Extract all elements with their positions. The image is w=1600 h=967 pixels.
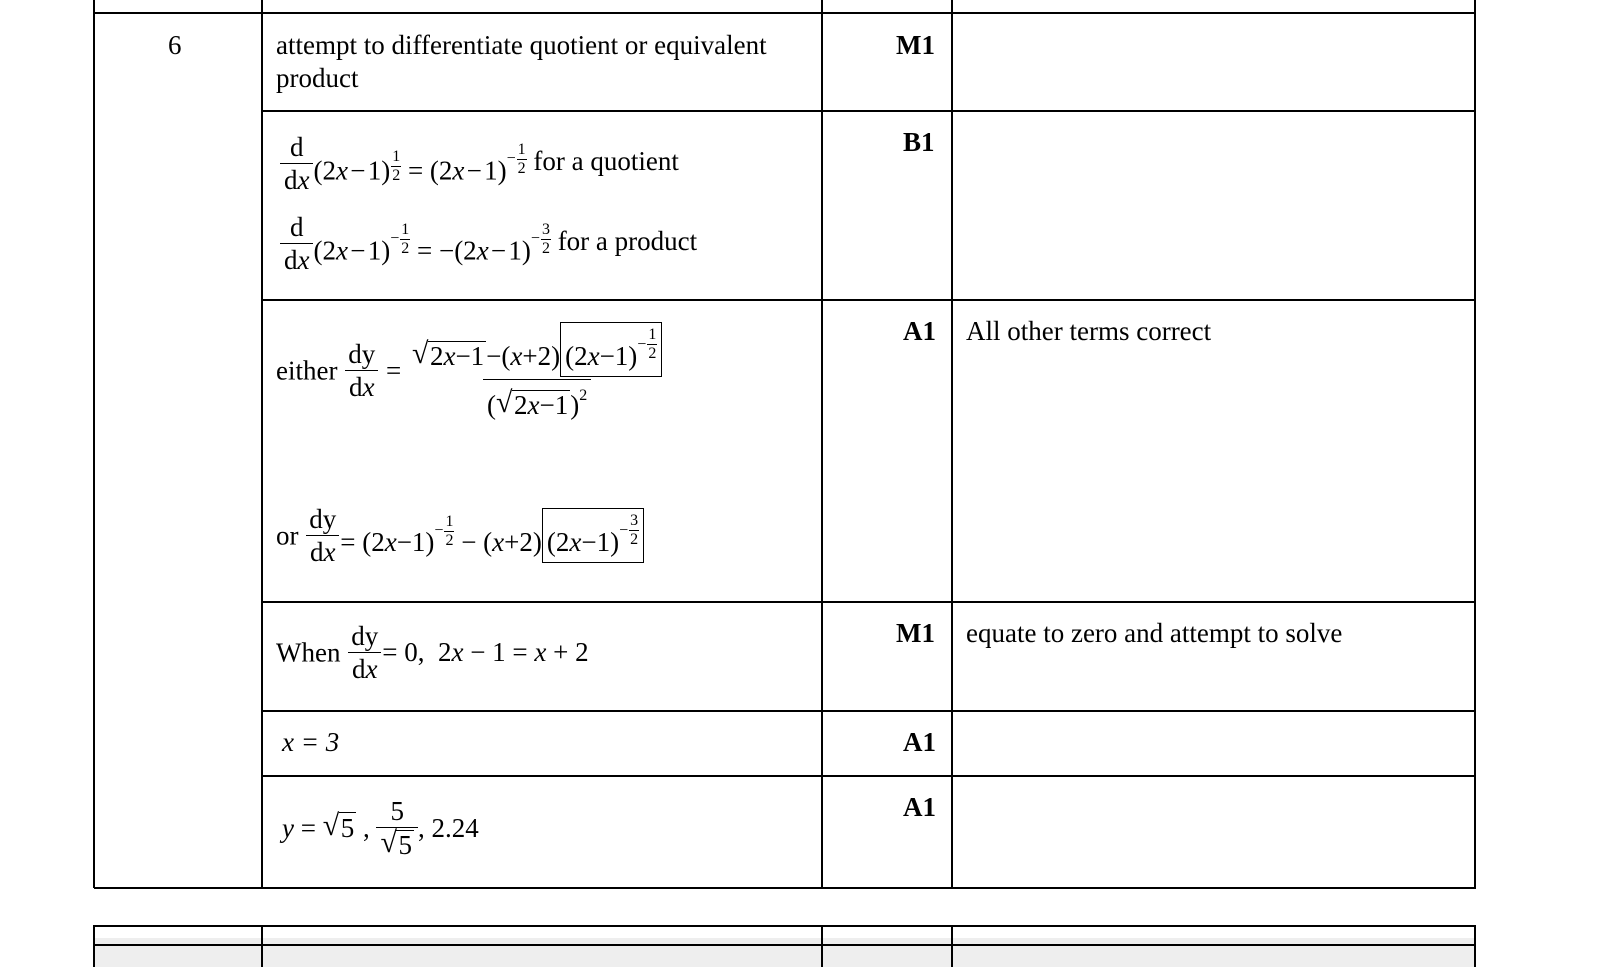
rule-right [1474, 0, 1476, 888]
row2-formula-quotient: $\frac{d}{dx}$ (2x − 1) $\frac{1}{2}$ = (2x − 1)− 1 2 for a quotient [280, 133, 679, 195]
or-word: or [276, 520, 299, 551]
d-dx-fraction: $\frac{d}{dx}$ [280, 133, 313, 195]
row4-formula: When $\frac{dy}{dx}$ = 0, 2x − 1 = x + 2 [276, 621, 589, 685]
row6-mark: A1 [903, 792, 936, 822]
row1-answer-line1: attempt to differentiate quotient or equivalent [276, 30, 767, 60]
rule-col1 [261, 0, 263, 888]
row4-mark: M1 [896, 618, 935, 648]
row2-mark: B1 [903, 127, 935, 157]
rule-left [93, 0, 95, 888]
next-table-col2 [821, 925, 823, 967]
row1-answer-line2: product [276, 63, 359, 93]
row2-quotient-label: for a quotient [533, 146, 679, 177]
rule-col2 [821, 0, 823, 888]
rule-col3 [951, 0, 953, 888]
row1-mark: M1 [896, 30, 935, 60]
row4-comment: equate to zero and attempt to solve [966, 618, 1343, 648]
dy-dx-fraction: $\frac{dy}{dx}$ [347, 622, 382, 684]
row3-or-formula: or $\frac{dy}{dx}$ = (2x−1)− 1 2 − (x+2) (2x−1)− 3 2 [276, 505, 644, 567]
when-word: When [276, 637, 341, 668]
row3-mark: A1 [903, 316, 936, 346]
next-table-rule [94, 944, 1476, 946]
next-table-header [94, 938, 1476, 967]
row5-mark: A1 [903, 727, 936, 757]
rule-row1 [262, 110, 1476, 112]
dy-dx-fraction: $\frac{dy}{dx}$ [305, 505, 340, 567]
rule-bottom [94, 887, 1476, 889]
question-number: 6 [168, 30, 182, 60]
row5-x-result: x = 3 [282, 727, 340, 757]
next-table-col3 [951, 925, 953, 967]
row6-formula: y = √ 5 , 5 √ 5 , 2.24 [282, 796, 479, 861]
d-dx-fraction: $\frac{d}{dx}$ [280, 213, 313, 275]
rule-row4 [262, 710, 1476, 712]
row6-decimal: 2.24 [431, 812, 479, 843]
rule-row5 [262, 775, 1476, 777]
next-table-left [93, 925, 95, 967]
next-table-col1 [261, 925, 263, 967]
quotient-fraction: √ 2x−1−(x+2) (2x−1)− 1 2 ( √ 2x−1)$^2$ [408, 322, 666, 420]
five-over-root-five: 5 √ 5 [376, 797, 418, 860]
rule-row3 [262, 601, 1476, 603]
dy-dx-fraction: $\frac{dy}{dx}$ [344, 340, 379, 402]
rule-row2 [262, 299, 1476, 301]
row3-comment: All other terms correct [966, 316, 1212, 346]
next-table-right [1474, 925, 1476, 967]
row3-either-formula: either $\frac{dy}{dx}$ = √ 2x−1−(x+2) (2x−1)− 1 2 ( √ 2x−1)$^2$ [276, 322, 666, 420]
next-table-top [94, 925, 1476, 927]
rule-top [94, 12, 1476, 14]
row2-formula-product: $\frac{d}{dx}$ (2x − 1)− 1 2 = −(2x − 1)− 3 2 for a product [280, 213, 697, 275]
row2-product-label: for a product [557, 226, 698, 257]
either-word: either [276, 355, 338, 386]
